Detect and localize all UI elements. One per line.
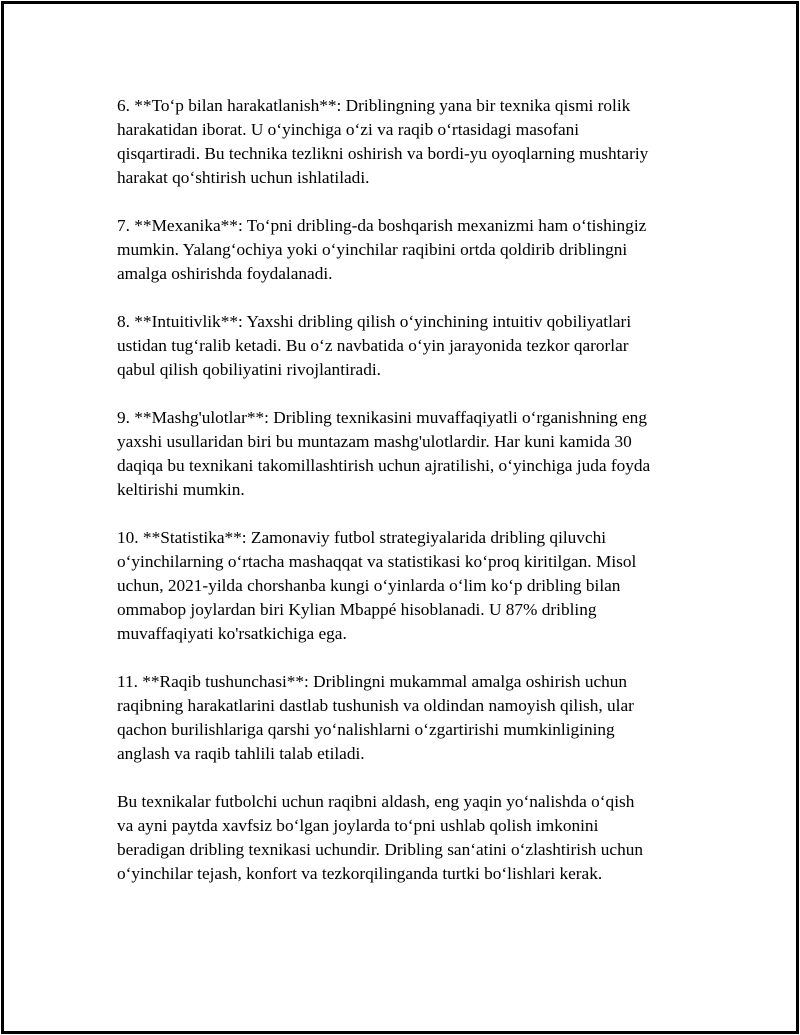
paragraph-mashgulotlar: 9. **Mashg'ulotlar**: Dribling texnikasini muvaffaqiyatli o‘rganishning eng yaxshi usullaridan biri bu muntazam mashg'ulotlardir. Har kuni kamida 30 daqiqa bu texnikani takomillashtirish uchun ajratilishi, o‘yinchiga juda foyda keltirishi mumkin. [117, 408, 651, 499]
paragraph-conclusion: Bu texnikalar futbolchi uchun raqibni aldash, eng yaqin yo‘nalishda o‘qish va ayni paytda xavfsiz bo‘lgan joylarda to‘pni ushlab qolish imkonini beradigan dribling texnikasi uchundir. Dribling san‘atini o‘zlashtirish uchun o‘yinchilar tejash, konfort va tezkorqilinganda turtki bo‘lishlari kerak. [117, 792, 644, 883]
paragraph-statistika: 10. **Statistika**: Zamonaviy futbol strategiyalarida dribling qiluvchi o‘yinchilarning o‘rtacha mashaqqat va statistikasi ko‘proq kiritilgan. Misol uchun, 2021-yilda chorshanba kungi o‘yinlarda o‘lim ko‘p dribling bilan ommabop joylardan biri Kylian Mbappé hisoblanadi. U 87% dribling muvaffaqiyati ko'rsatkichiga ega. [117, 528, 637, 643]
paragraph-intuitivlik: 8. **Intuitivlik**: Yaxshi dribling qilish o‘yinchining intuitiv qobiliyatlari ustidan tug‘ralib ketadi. Bu o‘z navbatida o‘yin jarayonida tezkor qarorlar qabul qilish qobiliyatini rivojlantiradi. [117, 312, 632, 379]
paragraph-raqib-tushunchasi: 11. **Raqib tushunchasi**: Driblingni mukammal amalga oshirish uchun raqibning harakatlarini dastlab tushunish va oldindan namoyish qilish, ular qachon burilishlariga qarshi yo‘nalishlarni o‘zgartirishi mumkinligining anglash va raqib tahlili talab etiladi. [117, 672, 634, 763]
paragraph-toping-harakat: 6. **To‘p bilan harakatlanish**: Driblingning yana bir texnika qismi rolik harakatidan iborat. U o‘yinchiga o‘zi va raqib o‘rtasidagi masofani qisqartiradi. Bu technika tezlikni oshirish va bordi-yu oyoqlarning mushtariy harakat qo‘shtirish uchun ishlatiladi. [117, 96, 649, 187]
paragraph-mexanika: 7. **Mexanika**: To‘pni dribling-da boshqarish mexanizmi ham o‘tishingiz mumkin. Yalang‘ochiya yoki o‘yinchilar raqibini ortda qoldirib driblingni amalga oshirishda foydalanadi. [117, 216, 647, 283]
document-body [117, 94, 707, 910]
